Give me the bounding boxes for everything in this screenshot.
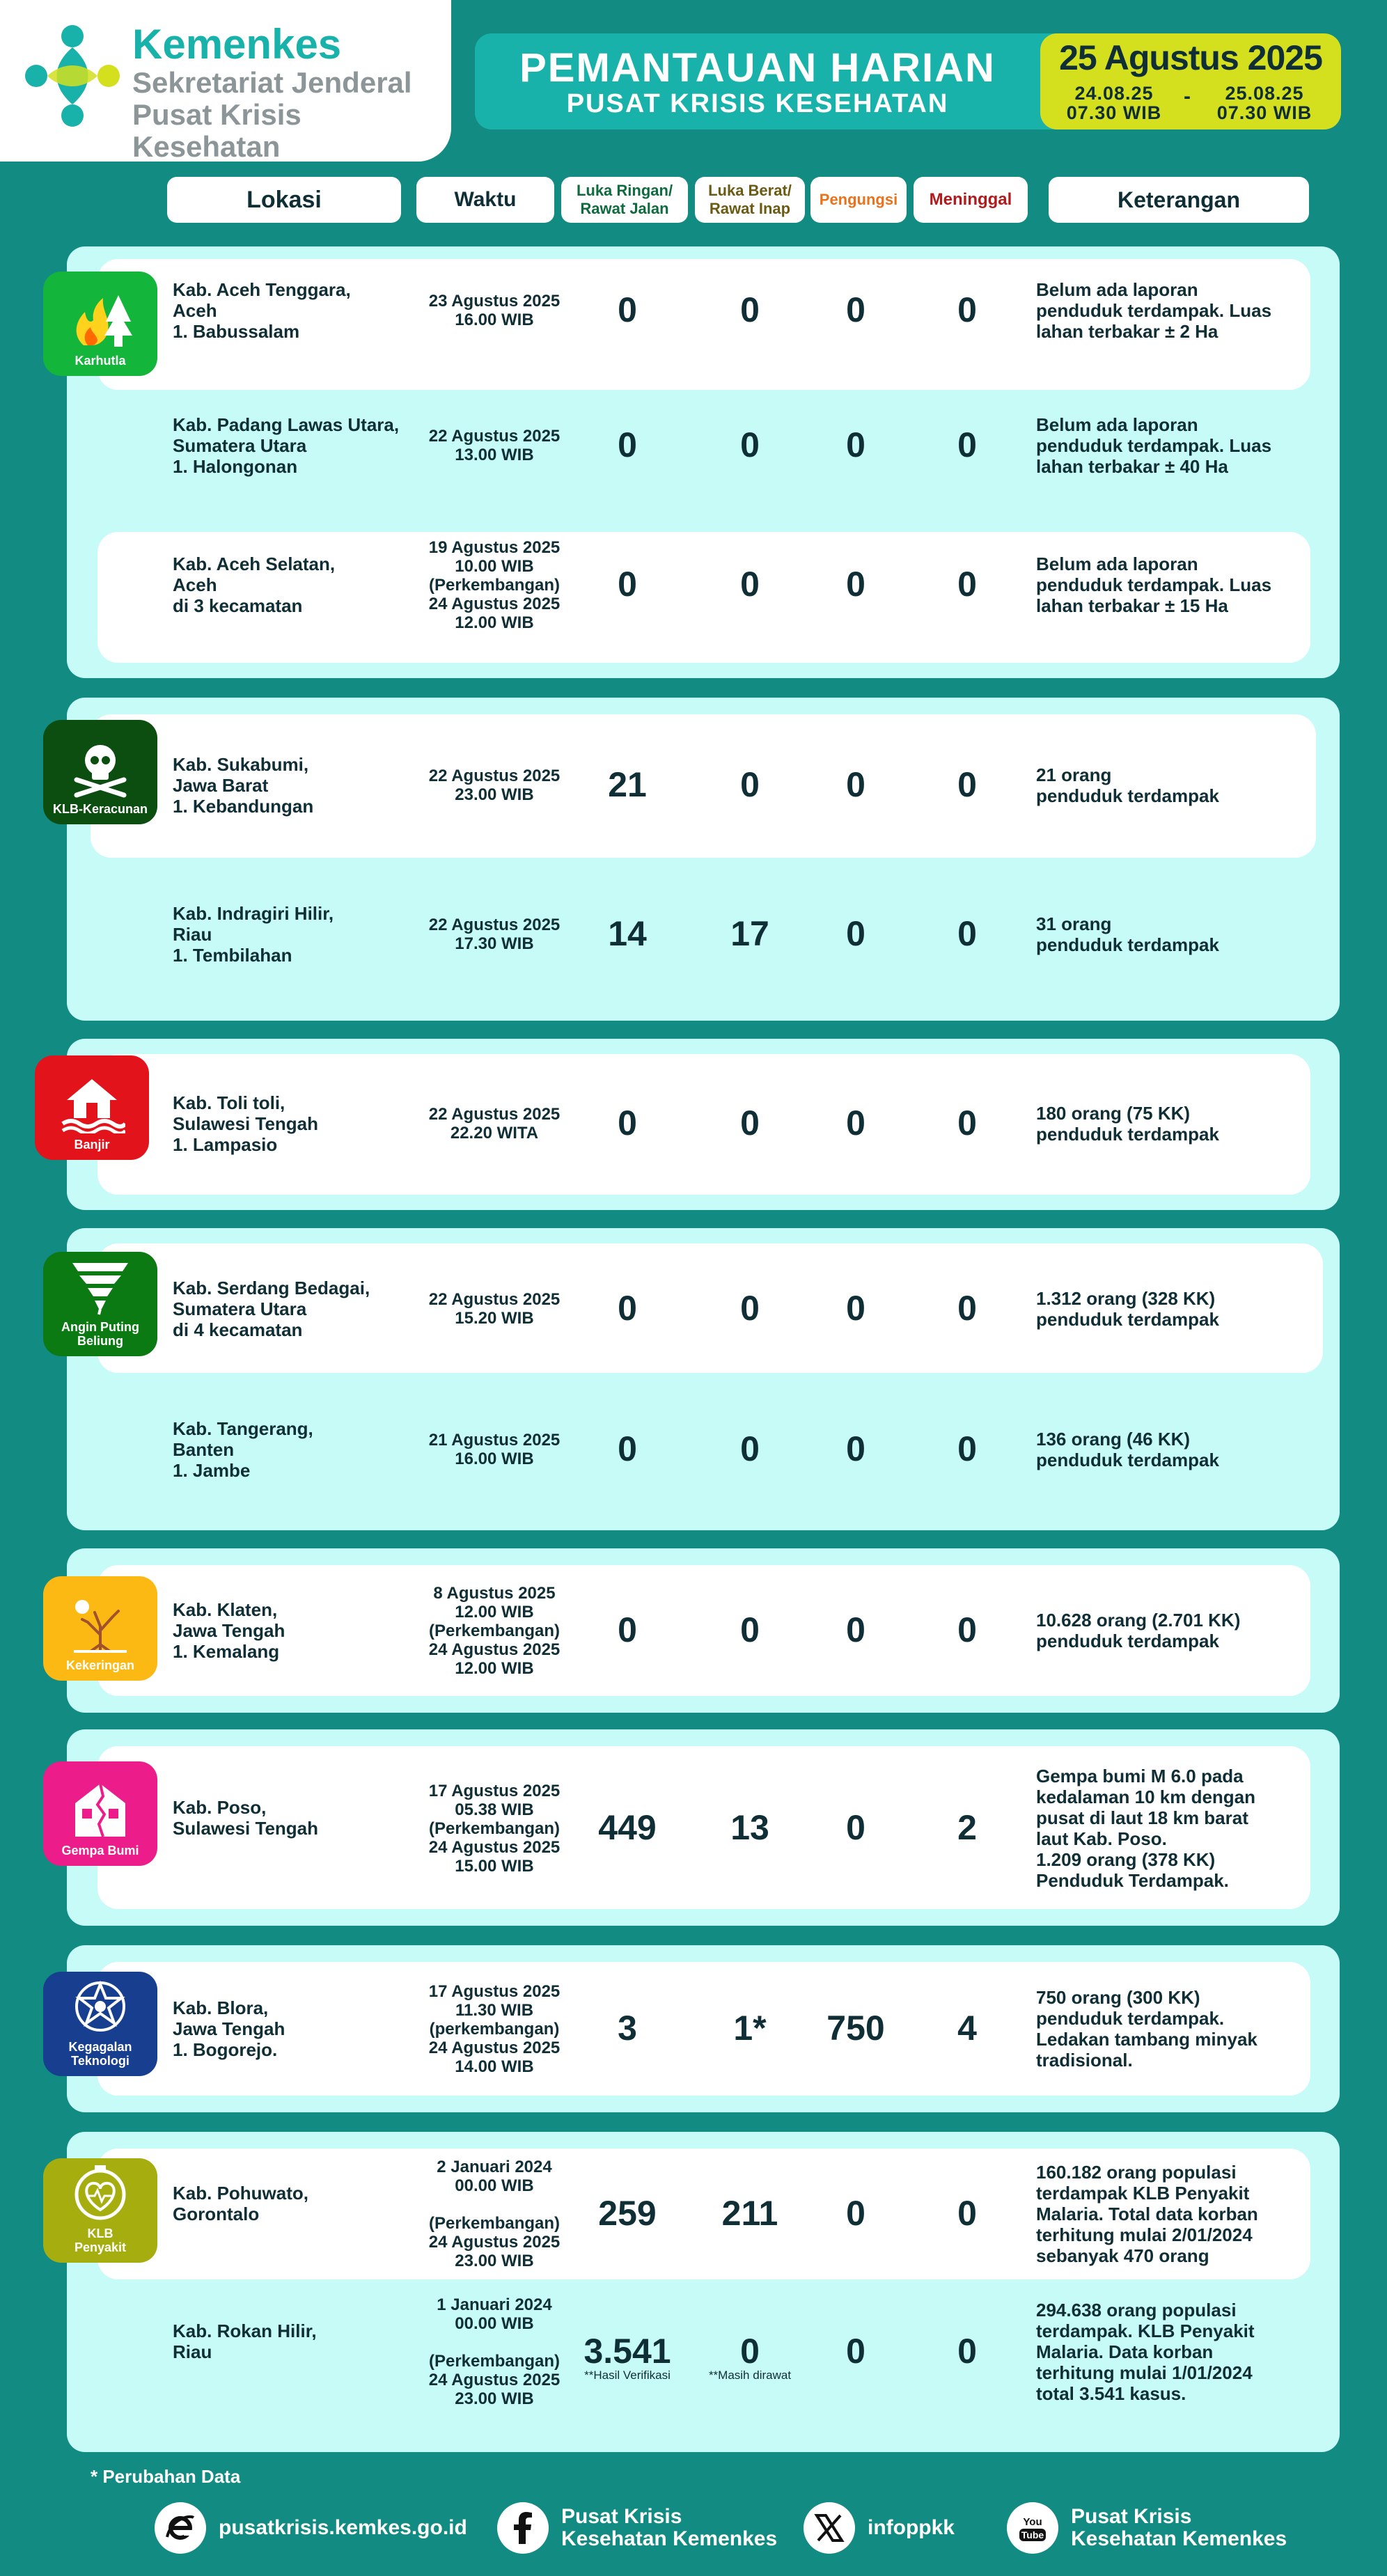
technology-failure-icon: [67, 1977, 134, 2040]
pengungsi-value: 0: [846, 2194, 865, 2233]
luka-ringan-note: **Hasil Verifikasi: [584, 2369, 671, 2382]
disaster-type-badge: [35, 1055, 149, 1160]
pengungsi-value: 0: [846, 1610, 865, 1649]
time-text: 1 Januari 2024 00.00 WIB (Perkembangan) 24 Agustus 2025 23.00 WIB: [428, 2295, 561, 2408]
page-subtitle: PUSAT KRISIS KESEHATAN: [566, 89, 949, 118]
range-separator: -: [1184, 85, 1191, 108]
location-text: Kab. Toli toli, Sulawesi Tengah 1. Lampasio: [173, 1092, 319, 1155]
luka-ringan-value: 3: [618, 2009, 637, 2048]
report-date: 25 Agustus 2025: [1059, 38, 1322, 77]
time-text: 22 Agustus 2025 13.00 WIB: [428, 427, 561, 464]
luka-ringan-value: 0: [618, 1104, 637, 1142]
incident-group: [67, 1039, 1340, 1210]
luka-berat-value: 0: [740, 1610, 760, 1649]
location-text: Kab. Klaten, Jawa Tengah 1. Kemalang: [173, 1599, 285, 1662]
footer-x[interactable]: [804, 2499, 955, 2557]
luka-berat-value: 0: [740, 2332, 760, 2371]
time-text: 22 Agustus 2025 22.20 WITA: [428, 1105, 561, 1142]
meninggal-value: 4: [957, 2009, 977, 2048]
pengungsi-value: 0: [846, 1104, 865, 1142]
luka-ringan-value: 0: [618, 1289, 637, 1328]
org-sub1: Sekretariat Jenderal: [132, 66, 412, 99]
pengungsi-value: 0: [846, 425, 865, 464]
drought-tree-icon: [67, 1596, 134, 1658]
disaster-type-label: Karhutla: [75, 354, 126, 368]
tornado-icon: [67, 1257, 134, 1320]
disaster-type-badge: [43, 1576, 157, 1681]
keterangan-text: 294.638 orang populasi terdampak. KLB Penyakit Malaria. Data korban terhitung mulai 1/01/2024 total 3.541 kasus.: [1036, 2300, 1255, 2404]
luka-ringan-value: 259: [598, 2194, 657, 2233]
incident-group: [67, 1228, 1340, 1530]
column-header-luka-ringan: Luka Ringan/ Rawat Jalan: [561, 177, 688, 223]
location-text: Kab. Padang Lawas Utara, Sumatera Utara 1. Halongonan: [173, 414, 400, 477]
pengungsi-value: 0: [846, 290, 865, 329]
pengungsi-value: 0: [846, 1289, 865, 1328]
meninggal-value: 0: [957, 1429, 977, 1468]
facebook-icon: [509, 2512, 537, 2544]
range-end: 25.08.25 07.30 WIB: [1216, 83, 1312, 123]
time-text: 21 Agustus 2025 16.00 WIB: [428, 1431, 561, 1468]
column-header-pengungsi: Pengungsi: [810, 177, 907, 223]
luka-berat-value: 0: [740, 290, 760, 329]
incident-group: [67, 1945, 1340, 2112]
youtube-label: Pusat Krisis Kesehatan Kemenkes: [1071, 2505, 1287, 2550]
footer-facebook[interactable]: [497, 2499, 777, 2557]
time-text: 8 Agustus 2025 12.00 WIB (Perkembangan) 24 Agustus 2025 12.00 WIB: [428, 1583, 561, 1678]
disaster-type-label: Banjir: [74, 1138, 110, 1152]
svg-text:Tube: Tube: [1021, 2529, 1044, 2540]
luka-ringan-value: 3.541: [583, 2332, 671, 2371]
luka-ringan-value: 0: [618, 1610, 637, 1649]
incident-group: [67, 246, 1340, 678]
location-text: Kab. Tangerang, Banten 1. Jambe: [173, 1418, 313, 1481]
time-text: 23 Agustus 2025 16.00 WIB: [428, 292, 561, 329]
keterangan-text: Gempa bumi M 6.0 pada kedalaman 10 km dengan pusat di laut 18 km barat laut Kab. Poso. 1.209 orang (378 KK) Penduduk Terdampak.: [1036, 1766, 1256, 1891]
meninggal-value: 0: [957, 2194, 977, 2233]
column-header-waktu: Waktu: [416, 177, 554, 223]
disaster-type-label: KLB-Keracunan: [52, 802, 148, 816]
luka-berat-value: 1*: [733, 2009, 767, 2048]
luka-berat-value: 0: [740, 565, 760, 604]
keterangan-text: 10.628 orang (2.701 KK) penduduk terdampak: [1036, 1610, 1241, 1651]
disaster-type-badge: [43, 2158, 157, 2263]
incident-group: [67, 1729, 1340, 1926]
meninggal-value: 2: [957, 1808, 977, 1847]
luka-ringan-value: 0: [618, 565, 637, 604]
location-text: Kab. Poso, Sulawesi Tengah: [173, 1797, 319, 1839]
keterangan-text: 31 orang penduduk terdampak: [1036, 913, 1219, 955]
location-text: Kab. Pohuwato, Gorontalo: [173, 2183, 308, 2224]
meninggal-value: 0: [957, 1289, 977, 1328]
column-header-luka-berat: Luka Berat/ Rawat Inap: [695, 177, 805, 223]
location-text: Kab. Indragiri Hilir, Riau 1. Tembilahan: [173, 903, 334, 966]
time-text: 17 Agustus 2025 11.30 WIB (perkembangan) 24 Agustus 2025 14.00 WIB: [428, 1981, 561, 2076]
luka-ringan-value: 21: [608, 765, 647, 804]
luka-berat-value: 211: [721, 2194, 778, 2233]
disaster-type-label: Kekeringan: [65, 1658, 135, 1672]
pengungsi-value: 0: [846, 565, 865, 604]
pengungsi-value: 0: [846, 765, 865, 804]
location-text: Kab. Aceh Selatan, Aceh di 3 kecamatan: [173, 553, 336, 616]
internet-explorer-icon: [164, 2512, 196, 2544]
incident-group: [67, 698, 1340, 1021]
location-text: Kab. Aceh Tenggara, Aceh 1. Babussalam: [173, 279, 351, 342]
luka-berat-value: 17: [730, 914, 769, 953]
luka-ringan-value: 449: [598, 1808, 657, 1847]
time-text: 2 Januari 2024 00.00 WIB (Perkembangan) 24 Agustus 2025 23.00 WIB: [428, 2158, 561, 2270]
luka-berat-value: 13: [730, 1808, 769, 1847]
meninggal-value: 0: [957, 425, 977, 464]
facebook-label: Pusat Krisis Kesehatan Kemenkes: [561, 2505, 778, 2550]
org-sub2: Pusat Krisis Kesehatan: [132, 98, 301, 163]
keterangan-text: 750 orang (300 KK) penduduk terdampak. Ledakan tambang minyak tradisional.: [1036, 1987, 1257, 2071]
svg-text:You: You: [1023, 2516, 1042, 2528]
x-logo-icon: [814, 2513, 845, 2543]
disaster-type-label: KLB Penyakit: [74, 2226, 127, 2254]
column-header-keterangan: Keterangan: [1049, 177, 1309, 223]
footer-website[interactable]: [155, 2499, 467, 2557]
time-text: 19 Agustus 2025 10.00 WIB (Perkembangan) 24 Agustus 2025 12.00 WIB: [428, 537, 561, 632]
pengungsi-value: 0: [846, 1808, 865, 1847]
disaster-type-badge: [43, 720, 157, 824]
location-text: Kab. Sukabumi, Jawa Barat 1. Kebandungan: [173, 754, 314, 817]
luka-berat-value: 0: [740, 1104, 760, 1142]
date-box: [1040, 33, 1341, 129]
column-header-lokasi: Lokasi: [167, 177, 401, 223]
keterangan-text: 1.312 orang (328 KK) penduduk terdampak: [1036, 1288, 1219, 1330]
column-header-meninggal: Meninggal: [914, 177, 1028, 223]
forest-fire-icon: [67, 291, 134, 354]
time-text: 22 Agustus 2025 17.30 WIB: [428, 916, 561, 953]
luka-berat-value: 0: [740, 425, 760, 464]
meninggal-value: 0: [957, 290, 977, 329]
keterangan-text: 21 orang penduduk terdampak: [1036, 764, 1219, 806]
luka-berat-value: 0: [740, 765, 760, 804]
pengungsi-value: 0: [846, 2332, 865, 2371]
incident-group: [67, 1548, 1340, 1713]
incident-group: [67, 2132, 1340, 2452]
keterangan-text: 180 orang (75 KK) penduduk terdampak: [1036, 1103, 1219, 1145]
website-label: pusatkrisis.kemkes.go.id: [219, 2516, 467, 2539]
title-bar: [475, 33, 1341, 129]
meninggal-value: 0: [957, 1104, 977, 1142]
meninggal-value: 0: [957, 914, 977, 953]
meninggal-value: 0: [957, 565, 977, 604]
location-text: Kab. Rokan Hilir, Riau: [173, 2320, 317, 2362]
pengungsi-value: 0: [846, 914, 865, 953]
keterangan-text: 160.182 orang populasi terdampak KLB Penyakit Malaria. Total data korban terhitung mulai 2/01/2024 sebanyak 470 orang: [1036, 2162, 1258, 2266]
disaster-type-badge: [43, 272, 157, 376]
disaster-type-label: Angin Puting Beliung: [61, 1320, 139, 1348]
keterangan-text: Belum ada laporan penduduk terdampak. Luas lahan terbakar ± 15 Ha: [1036, 553, 1272, 616]
org-name: Kemenkes: [132, 21, 342, 68]
luka-ringan-value: 0: [618, 1429, 637, 1468]
disaster-type-badge: [43, 1761, 157, 1866]
time-text: 22 Agustus 2025 15.20 WIB: [428, 1290, 561, 1328]
footnote: * Perubahan Data: [91, 2466, 241, 2487]
meninggal-value: 0: [957, 1610, 977, 1649]
luka-ringan-value: 0: [618, 425, 637, 464]
keterangan-text: Belum ada laporan penduduk terdampak. Luas lahan terbakar ± 40 Ha: [1036, 414, 1272, 477]
flood-house-icon: [58, 1075, 125, 1138]
disaster-type-badge: [43, 1252, 157, 1356]
meninggal-value: 0: [957, 2332, 977, 2371]
footer-youtube[interactable]: [1007, 2499, 1287, 2557]
disaster-type-label: Kegagalan Teknologi: [68, 2040, 132, 2068]
x-label: infoppkk: [868, 2516, 955, 2539]
kemenkes-logo-icon: [24, 24, 121, 128]
disease-heart-icon: [67, 2164, 134, 2226]
luka-berat-value: 0: [740, 1429, 760, 1468]
luka-berat-value: 0: [740, 1289, 760, 1328]
time-text: 22 Agustus 2025 23.00 WIB: [428, 767, 561, 804]
keterangan-text: 136 orang (46 KK) penduduk terdampak: [1036, 1429, 1219, 1470]
location-text: Kab. Blora, Jawa Tengah 1. Bogorejo.: [173, 1997, 285, 2060]
meninggal-value: 0: [957, 765, 977, 804]
skull-crossbones-icon: [67, 739, 134, 802]
location-text: Kab. Serdang Bedagai, Sumatera Utara di 4 kecamatan: [173, 1278, 370, 1340]
luka-ringan-value: 0: [618, 290, 637, 329]
luka-berat-note: **Masih dirawat: [708, 2369, 792, 2382]
disaster-type-badge: [43, 1972, 157, 2076]
luka-ringan-value: 14: [608, 914, 647, 953]
keterangan-text: Belum ada laporan penduduk terdampak. Luas lahan terbakar ± 2 Ha: [1036, 279, 1272, 342]
disaster-type-label: Gempa Bumi: [61, 1844, 139, 1858]
range-start: 24.08.25 07.30 WIB: [1066, 83, 1162, 123]
youtube-icon: [1015, 2511, 1050, 2545]
pengungsi-value: 0: [846, 1429, 865, 1468]
earthquake-house-icon: [67, 1781, 134, 1844]
pengungsi-value: 750: [826, 2009, 885, 2048]
time-text: 17 Agustus 2025 05.38 WIB (Perkembangan) 24 Agustus 2025 15.00 WIB: [428, 1781, 561, 1876]
page-title: PEMANTAUAN HARIAN: [519, 45, 996, 91]
logo-card: [0, 0, 451, 162]
